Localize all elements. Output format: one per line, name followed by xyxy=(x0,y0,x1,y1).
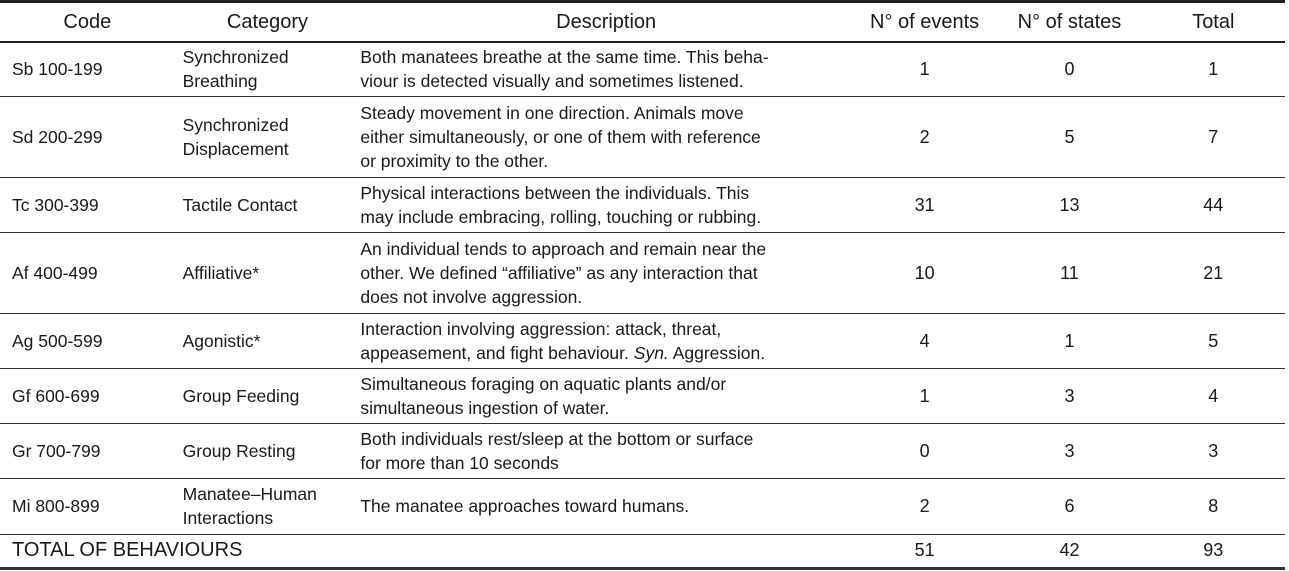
description-line: or proximity to the other. xyxy=(360,150,549,171)
cell-events: 2 xyxy=(919,496,930,516)
header-code: Code xyxy=(63,10,112,33)
header-total: Total xyxy=(1192,10,1235,33)
table-row xyxy=(0,478,1285,534)
cell-total: 4 xyxy=(1208,385,1219,406)
table-header xyxy=(0,2,1285,43)
table-row xyxy=(0,313,1285,368)
table-row xyxy=(0,177,1285,232)
total-total: 93 xyxy=(1203,540,1224,560)
cell-events: 31 xyxy=(914,194,935,215)
category-line: Tactile Contact xyxy=(182,194,298,215)
cell-code: Gr 700-799 xyxy=(12,440,101,461)
cell-category xyxy=(175,368,361,423)
description-line: The manatee approaches toward humans. xyxy=(360,496,690,516)
description-line: simultaneous ingestion of water. xyxy=(360,397,610,418)
cell-description xyxy=(360,177,852,232)
cell-states: 3 xyxy=(1064,440,1075,461)
description-line: Simultaneous foraging on aquatic plants and/or xyxy=(360,373,727,394)
cell-total: 44 xyxy=(1203,194,1224,215)
cell-description xyxy=(360,478,852,534)
cell-states: 13 xyxy=(1059,194,1080,215)
description-line: Both manatees breathe at the same time. This beha- xyxy=(360,47,769,68)
category-line: Group Resting xyxy=(182,440,296,461)
category-line: Synchronized xyxy=(182,47,289,68)
cell-states: 11 xyxy=(1060,262,1079,283)
cell-description xyxy=(360,368,852,423)
cell-events: 1 xyxy=(919,385,930,406)
table-row xyxy=(0,423,1285,478)
category-line: Displacement xyxy=(182,138,289,159)
header-events: N° of events xyxy=(870,10,980,33)
table-body xyxy=(0,42,1285,534)
cell-code: Sd 200-299 xyxy=(12,126,103,147)
category-line: Interactions xyxy=(182,508,274,528)
cell-category xyxy=(175,42,361,96)
synonym-abbrev: Syn. xyxy=(633,342,669,363)
description-line xyxy=(360,341,852,365)
description-line: Steady movement in one direction. Animals move xyxy=(360,102,744,123)
cell-total: 8 xyxy=(1208,496,1219,516)
table-row xyxy=(0,96,1285,177)
cell-description xyxy=(360,313,852,368)
cell-category xyxy=(175,478,361,534)
cell-code: Sb 100-199 xyxy=(12,59,103,80)
category-line: Synchronized xyxy=(182,114,289,135)
cell-events: 0 xyxy=(919,440,930,461)
cell-states: 0 xyxy=(1064,59,1075,80)
description-line: viour is detected visually and sometimes listened. xyxy=(360,71,744,92)
category-line: Group Feeding xyxy=(182,385,300,406)
table-row xyxy=(0,232,1285,313)
cell-events: 4 xyxy=(919,330,930,351)
cell-total: 21 xyxy=(1203,262,1224,283)
description-line: may include embracing, rolling, touching or rubbing. xyxy=(360,206,762,227)
cell-total: 7 xyxy=(1208,126,1219,147)
cell-states: 5 xyxy=(1064,126,1075,147)
description-line: either simultaneously, or one of them with reference xyxy=(360,126,761,147)
header-category: Category xyxy=(226,10,309,33)
table-row xyxy=(0,42,1285,96)
description-line: An individual tends to approach and remain near the xyxy=(360,238,767,259)
cell-code: Ag 500-599 xyxy=(12,330,103,351)
cell-category xyxy=(175,96,361,177)
cell-total: 1 xyxy=(1208,59,1219,80)
total-row xyxy=(0,534,1285,568)
cell-code: Gf 600-699 xyxy=(12,385,100,406)
cell-description xyxy=(360,423,852,478)
header-description: Description xyxy=(556,10,657,33)
cell-category xyxy=(175,313,361,368)
cell-total: 5 xyxy=(1208,330,1219,351)
cell-category xyxy=(175,232,361,313)
description-line: Physical interactions between the individuals. This xyxy=(360,182,750,203)
cell-description xyxy=(360,96,852,177)
cell-states: 6 xyxy=(1064,496,1075,516)
cell-description xyxy=(360,42,852,96)
category-line: Breathing xyxy=(182,71,258,92)
cell-category xyxy=(175,423,361,478)
cell-category xyxy=(175,177,361,232)
category-line: Affiliative* xyxy=(182,262,260,283)
description-text: appeasement, and fight behaviour. xyxy=(360,342,634,363)
description-text: Aggression. xyxy=(668,342,766,363)
description-line: other. We defined “affiliative” as any interaction that xyxy=(360,262,758,283)
header-states: N° of states xyxy=(1017,10,1122,33)
description-line: does not involve aggression. xyxy=(360,286,583,307)
description-line: Interaction involving aggression: attack, threat, xyxy=(360,318,722,339)
description-line: Both individuals rest/sleep at the bottom or surface xyxy=(360,428,754,449)
description-line: for more than 10 seconds xyxy=(360,452,559,473)
cell-description xyxy=(360,232,852,313)
cell-states: 1 xyxy=(1064,330,1075,351)
category-line: Agonistic* xyxy=(182,330,261,351)
cell-events: 10 xyxy=(914,262,935,283)
cell-total: 3 xyxy=(1208,440,1219,461)
total-label: TOTAL OF BEHAVIOURS xyxy=(12,539,243,561)
cell-code: Tc 300-399 xyxy=(12,194,99,215)
header-row xyxy=(0,2,1285,43)
cell-code: Af 400-499 xyxy=(12,262,98,283)
total-states: 42 xyxy=(1059,540,1080,560)
table-row xyxy=(0,368,1285,423)
cell-events: 2 xyxy=(919,126,930,147)
table-footer xyxy=(0,534,1285,568)
cell-code: Mi 800-899 xyxy=(12,496,100,516)
cell-events: 1 xyxy=(919,59,930,80)
cell-states: 3 xyxy=(1064,385,1075,406)
category-line: Manatee–Human xyxy=(182,484,317,504)
total-events: 51 xyxy=(914,540,935,560)
